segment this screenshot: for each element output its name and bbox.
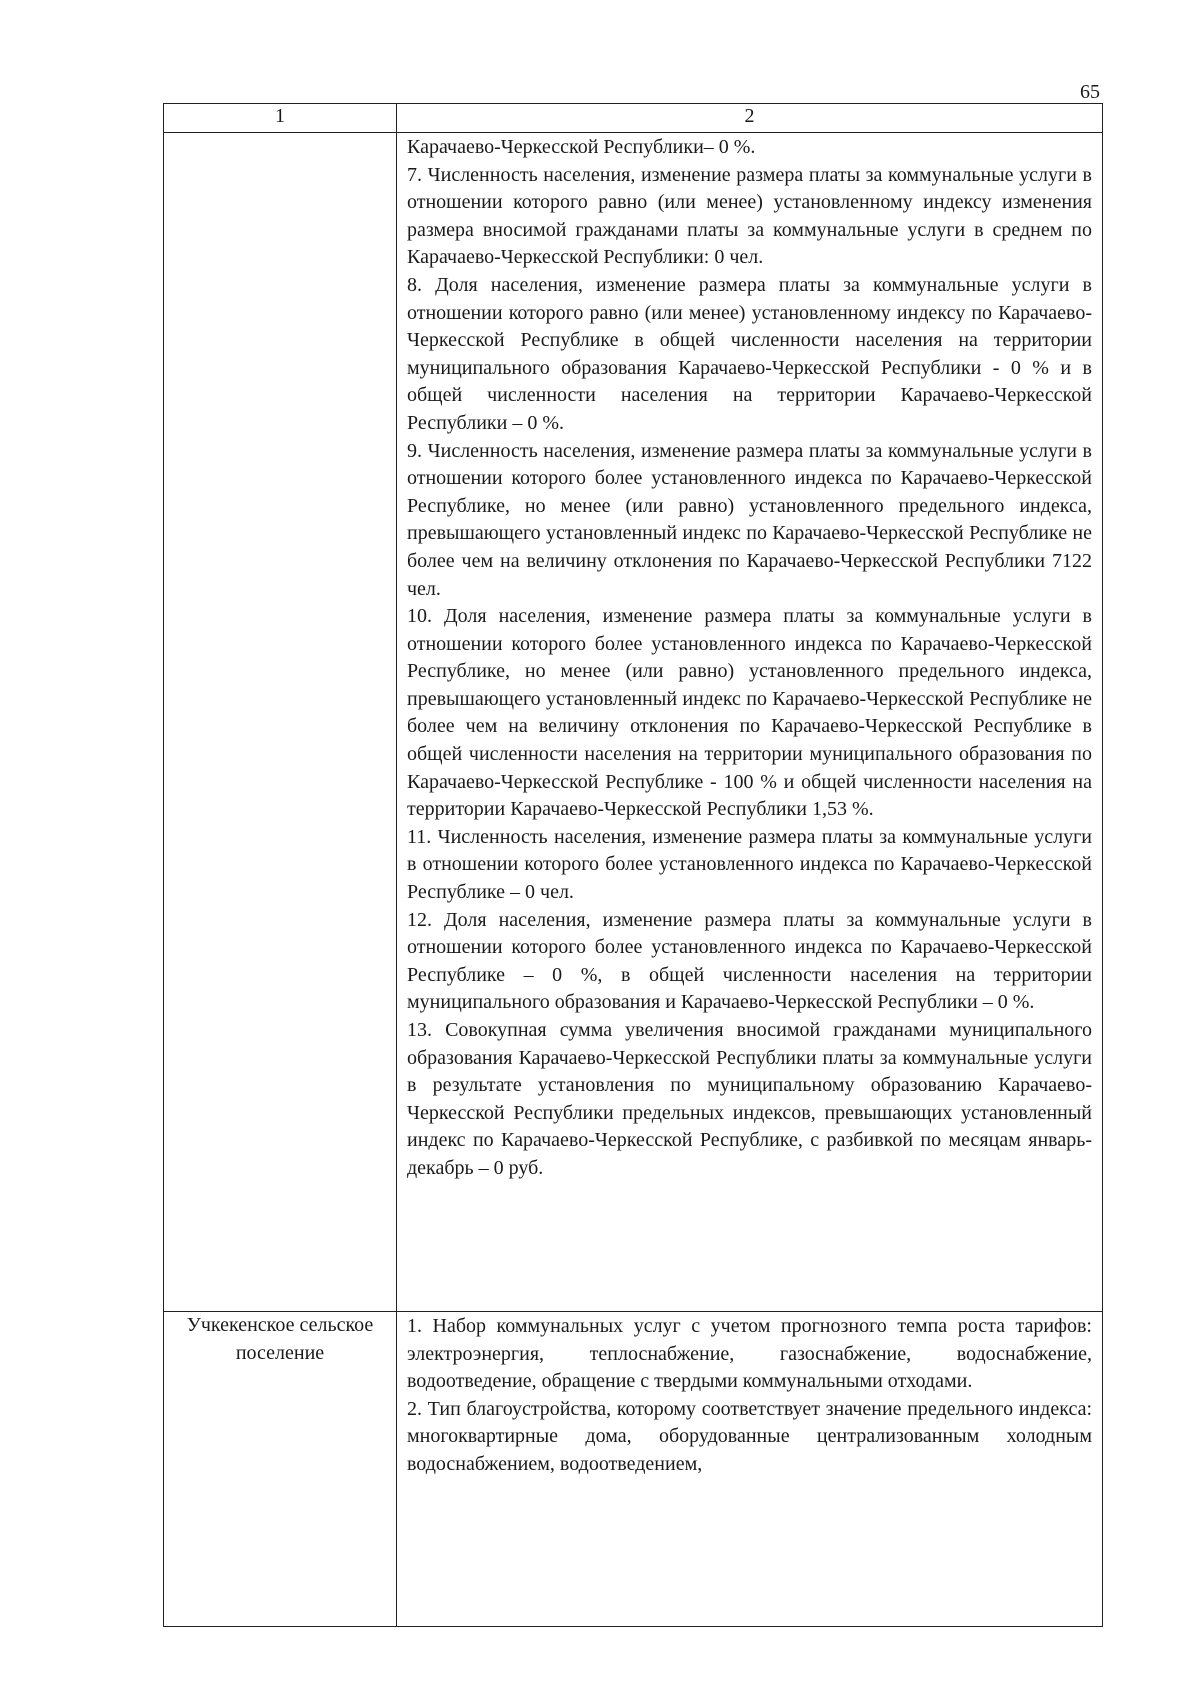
municipality-name: Учкекенское сельское поселение (186, 1314, 374, 1364)
indicator-item: 2. Тип благоустройства, которому соответствует значение предельного индекса: многоквартирные дома, оборудованные централизованным холодным водоснабжением, водоотведением, (407, 1397, 1092, 1475)
table-header-row (164, 104, 1103, 133)
indicators-cell (397, 133, 1103, 1312)
indicator-item: 8. Доля населения, изменение размера платы за коммунальные услуги в отношении которого равно (или менее) установленному индексу по Карачаево-Черкесской Республике в общей численности населения на территории муниципального образования Карачаево-Черкесской Республики - 0 % и в общей численности населения на территории Карачаево-Черкесской Республики – 0 %. (407, 273, 1092, 434)
indicator-item: 11. Численность населения, изменение размера платы за коммунальные услуги в отношении которого более установленного индекса по Карачаево-Черкесской Республике – 0 чел. (407, 825, 1092, 904)
indicator-item: 1. Набор коммунальных услуг с учетом прогнозного темпа роста тарифов: электроэнергия, теплоснабжение, газоснабжение, водоснабжение, водоотведение, обращение с твердыми коммунальными отходами. (407, 1315, 1092, 1393)
indicator-item: 12. Доля населения, изменение размера платы за коммунальные услуги в отношении которого более установленного индекса по Карачаево-Черкесской Республике – 0 %, в общей численности населения на территории муниципального образования и Карачаево-Черкесской Республики – 0 %. (407, 908, 1092, 1014)
column-header-2: 2 (397, 104, 1103, 133)
indicators-cell (397, 1312, 1103, 1627)
indicator-item: 7. Численность населения, изменение размера платы за коммунальные услуги в отношении которого равно (или менее) установленному индексу изменения размера вносимой гражданами платы за коммунальные услуги в среднем по Карачаево-Черкесской Республики: 0 чел. (407, 163, 1092, 269)
table-row (164, 1312, 1103, 1627)
indicator-item: 13. Совокупная сумма увеличения вносимой гражданами муниципального образования Карачаево-Черкесской Республики платы за коммунальные услуги в результате установления по муниципальному образованию Карачаево-Черкесской Республики предельных индексов, превышающих установленный индекс по Карачаево-Черкесской Республике, с разбивкой по месяцам январь-декабрь – 0 руб. (407, 1019, 1092, 1179)
indicators-table (163, 103, 1103, 1627)
indicator-item: Карачаево-Черкесской Республики– 0 %. (407, 136, 756, 158)
municipality-cell (164, 133, 397, 1312)
page-number: 65 (1080, 81, 1100, 103)
indicator-item: 9. Численность населения, изменение размера платы за коммунальные услуги в отношении которого более установленного индекса по Карачаево-Черкесской Республике, но менее (или равно) установленного предельного индекса, превышающего установленный индекс по Карачаево-Черкесской Республике не более чем на величину отклонения по Карачаево-Черкесской Республики 7122 чел. (407, 439, 1092, 600)
indicator-item: 10. Доля населения, изменение размера платы за коммунальные услуги в отношении которого более установленного индекса по Карачаево-Черкесской Республике, но менее (или равно) установленного предельного индекса, превышающего установленный индекс по Карачаево-Черкесской Республике не более чем на величину отклонения по Карачаево-Черкесской Республике в общей численности населения на территории муниципального образования по Карачаево-Черкесской Республике - 100 % и общей численности населения на территории Карачаево-Черкесской Республики 1,53 %. (407, 605, 1092, 821)
column-header-1: 1 (164, 104, 397, 133)
municipality-cell (164, 1312, 397, 1627)
table-row (164, 133, 1103, 1312)
